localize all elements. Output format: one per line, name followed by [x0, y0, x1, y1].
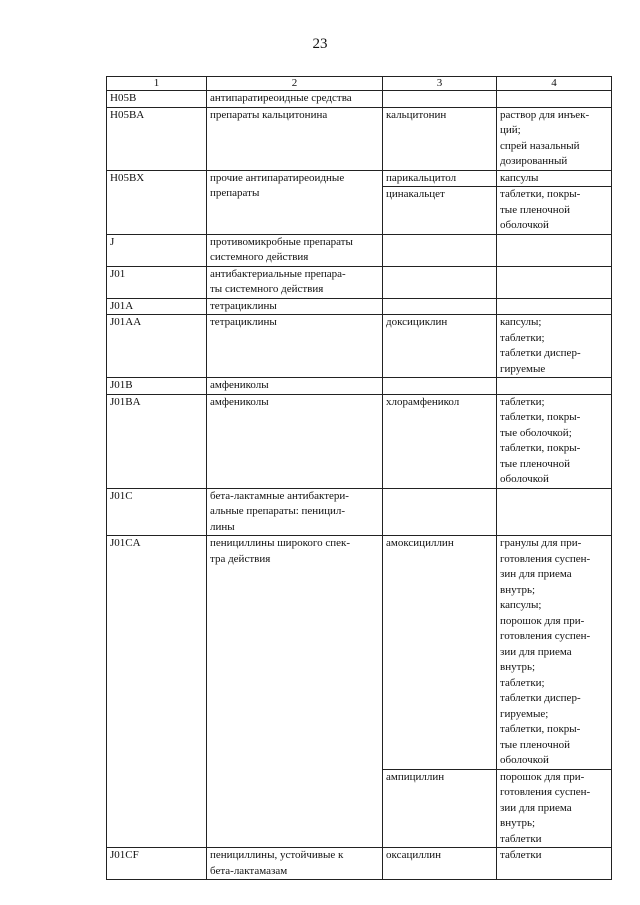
group-name-cell	[207, 848, 383, 880]
table-row	[107, 234, 612, 266]
atc-code: H05BX	[110, 171, 145, 184]
dosage-form-cell-line: оболочкой	[500, 473, 549, 485]
group-name-cell-line: бета-лактамные антибактери-	[210, 489, 349, 502]
drug-name-cell	[383, 234, 497, 266]
atc-code-cell	[107, 848, 207, 880]
atc-code: J01CF	[110, 849, 139, 861]
dosage-form-cell	[497, 170, 612, 187]
atc-code-cell	[107, 536, 207, 848]
dosage-form-cell	[497, 536, 612, 770]
atc-code-cell	[107, 170, 207, 234]
dosage-form-cell-line: спрей назальный	[500, 139, 580, 152]
atc-code-cell	[107, 234, 207, 266]
group-name-cell-line: амфениколы	[210, 395, 269, 408]
group-name-cell-line: антибактериальные препара-	[210, 267, 346, 280]
atc-code: J01CA	[110, 537, 141, 549]
dosage-form-cell-line: оболочкой	[500, 219, 549, 231]
dosage-form-cell-line: таблетки диспер-	[500, 692, 581, 704]
header-row	[107, 77, 612, 91]
group-name-cell	[207, 488, 383, 536]
drug-name-cell	[383, 266, 497, 298]
dosage-form-cell-line: тые пленочной	[500, 203, 570, 216]
dosage-form-cell-line: внутрь;	[500, 817, 536, 829]
atc-code: J01	[110, 267, 126, 280]
dosage-form-cell-line: капсулы;	[500, 316, 542, 328]
table-row	[107, 488, 612, 536]
dosage-form-cell	[497, 234, 612, 266]
dosage-form-cell	[497, 378, 612, 395]
group-name-cell	[207, 107, 383, 170]
header-col-1: 1	[107, 77, 207, 91]
dosage-form-cell	[497, 266, 612, 298]
drug-name-cell	[383, 488, 497, 536]
drug-name-cell	[383, 91, 497, 108]
group-name-cell-line: пенициллины широкого спек-	[210, 537, 350, 549]
dosage-form-cell	[497, 769, 612, 848]
atc-code: H05B	[110, 92, 137, 104]
dosage-form-cell-line: внутрь;	[500, 583, 536, 596]
dosage-form-cell-line: зин для приема	[500, 568, 572, 580]
drug-name-cell	[383, 378, 497, 395]
atc-code-cell	[107, 378, 207, 395]
dosage-form-cell-line: таблетки, покры-	[500, 442, 581, 454]
drug-name: доксициклин	[386, 316, 448, 328]
dosage-form-cell-line: капсулы	[500, 171, 539, 184]
header-col-2: 2	[207, 77, 383, 91]
drug-name: кальцитонин	[386, 108, 447, 121]
atc-code-cell	[107, 91, 207, 108]
atc-code-cell	[107, 107, 207, 170]
dosage-form-cell-line: ций;	[500, 124, 521, 136]
dosage-form-cell-line: таблетки;	[500, 395, 545, 408]
dosage-form-cell-line: таблетки	[500, 849, 542, 861]
drug-name: ампициллин	[386, 770, 445, 783]
dosage-form-cell	[497, 848, 612, 880]
dosage-form-cell-line: готовления суспен-	[500, 786, 591, 798]
dosage-form-cell	[497, 107, 612, 170]
group-name-cell	[207, 170, 383, 234]
group-name-cell-line: ты системного действия	[210, 283, 324, 295]
atc-code: J01B	[110, 379, 133, 391]
dosage-form-cell	[497, 488, 612, 536]
atc-code-cell	[107, 315, 207, 378]
group-name-cell-line: альные препараты: пеницил-	[210, 505, 346, 517]
dosage-form-cell-line: внутрь;	[500, 661, 536, 673]
group-name-cell-line: системного действия	[210, 251, 309, 263]
atc-code: J01AA	[110, 316, 142, 328]
table-row	[107, 91, 612, 108]
drug-name-cell	[383, 315, 497, 378]
dosage-form-cell	[497, 91, 612, 108]
dosage-form-cell-line: гируемые	[500, 362, 546, 375]
dosage-form-cell-line: гранулы для при-	[500, 537, 582, 549]
dosage-form-cell	[497, 298, 612, 315]
drug-name-cell	[383, 394, 497, 488]
drug-table	[106, 76, 612, 880]
dosage-form-cell-line: таблетки диспер-	[500, 347, 581, 359]
group-name-cell-line: препараты	[210, 187, 260, 199]
table-body	[107, 91, 612, 880]
table-row	[107, 107, 612, 170]
table-row	[107, 315, 612, 378]
header-col-3: 3	[383, 77, 497, 91]
table-header	[107, 77, 612, 91]
atc-code: J01A	[110, 299, 134, 312]
dosage-form-cell-line: тые оболочкой;	[500, 426, 572, 439]
group-name-cell-line: прочие антипаратиреоидные	[210, 171, 345, 184]
atc-code-cell	[107, 488, 207, 536]
drug-name-cell	[383, 769, 497, 848]
dosage-form-cell-line: готовления суспен-	[500, 630, 591, 642]
drug-name: парикальцитол	[386, 171, 457, 184]
group-name-cell	[207, 91, 383, 108]
dosage-form-cell-line: таблетки, покры-	[500, 723, 581, 735]
dosage-form-cell-line: гируемые;	[500, 707, 549, 720]
group-name-cell-line: бета-лактамазам	[210, 864, 288, 877]
dosage-form-cell	[497, 315, 612, 378]
dosage-form-cell	[497, 187, 612, 235]
group-name-cell-line: противомикробные препараты	[210, 235, 353, 248]
table-row	[107, 394, 612, 488]
drug-name-cell	[383, 107, 497, 170]
dosage-form-cell-line: тые пленочной	[500, 457, 570, 470]
atc-code: J01C	[110, 489, 133, 502]
header-col-4: 4	[497, 77, 612, 91]
dosage-form-cell-line: таблетки;	[500, 676, 545, 689]
drug-name: оксациллин	[386, 849, 441, 861]
dosage-form-cell	[497, 394, 612, 488]
drug-name-cell	[383, 187, 497, 235]
group-name-cell-line: тра действия	[210, 552, 271, 565]
dosage-form-cell-line: порошок для при-	[500, 770, 585, 783]
dosage-form-cell-line: капсулы;	[500, 599, 542, 611]
table-row	[107, 170, 612, 187]
drug-name-cell	[383, 536, 497, 770]
group-name-cell-line: пенициллины, устойчивые к	[210, 849, 344, 861]
drug-name-cell	[383, 848, 497, 880]
atc-code: J01BA	[110, 395, 141, 408]
group-name-cell-line: препараты кальцитонина	[210, 108, 328, 121]
dosage-form-cell-line: тые пленочной	[500, 738, 570, 751]
drug-name: цинакальцет	[386, 188, 445, 200]
dosage-form-cell-line: готовления суспен-	[500, 552, 591, 565]
dosage-form-cell-line: таблетки, покры-	[500, 188, 581, 200]
group-name-cell	[207, 394, 383, 488]
atc-code: H05BA	[110, 108, 145, 121]
group-name-cell-line: тетрациклины	[210, 316, 277, 328]
group-name-cell-line: тетрациклины	[210, 299, 277, 312]
dosage-form-cell-line: зии для приема	[500, 801, 572, 814]
dosage-form-cell-line: зии для приема	[500, 645, 572, 658]
table-row	[107, 536, 612, 770]
group-name-cell	[207, 378, 383, 395]
atc-code-cell	[107, 266, 207, 298]
atc-code-cell	[107, 394, 207, 488]
group-name-cell	[207, 298, 383, 315]
drug-name: хлорамфеникол	[386, 395, 460, 408]
drug-name: амоксициллин	[386, 537, 454, 549]
table-row	[107, 266, 612, 298]
group-name-cell	[207, 266, 383, 298]
dosage-form-cell-line: дозированный	[500, 155, 568, 167]
atc-code-cell	[107, 298, 207, 315]
group-name-cell-line: антипаратиреоидные средства	[210, 92, 352, 104]
dosage-form-cell-line: раствор для инъек-	[500, 108, 590, 121]
table-row	[107, 298, 612, 315]
group-name-cell-line: амфениколы	[210, 379, 269, 391]
dosage-form-cell-line: порошок для при-	[500, 614, 585, 627]
table-row	[107, 378, 612, 395]
drug-name-cell	[383, 170, 497, 187]
group-name-cell	[207, 315, 383, 378]
dosage-form-cell-line: таблетки, покры-	[500, 411, 581, 423]
page-number: 23	[312, 36, 328, 52]
dosage-form-cell-line: таблетки;	[500, 331, 545, 344]
group-name-cell-line: лины	[210, 520, 235, 533]
group-name-cell	[207, 536, 383, 848]
drug-name-cell	[383, 298, 497, 315]
dosage-form-cell-line: таблетки	[500, 832, 542, 845]
group-name-cell	[207, 234, 383, 266]
table-row	[107, 848, 612, 880]
atc-code: J	[110, 235, 115, 248]
dosage-form-cell-line: оболочкой	[500, 754, 549, 766]
